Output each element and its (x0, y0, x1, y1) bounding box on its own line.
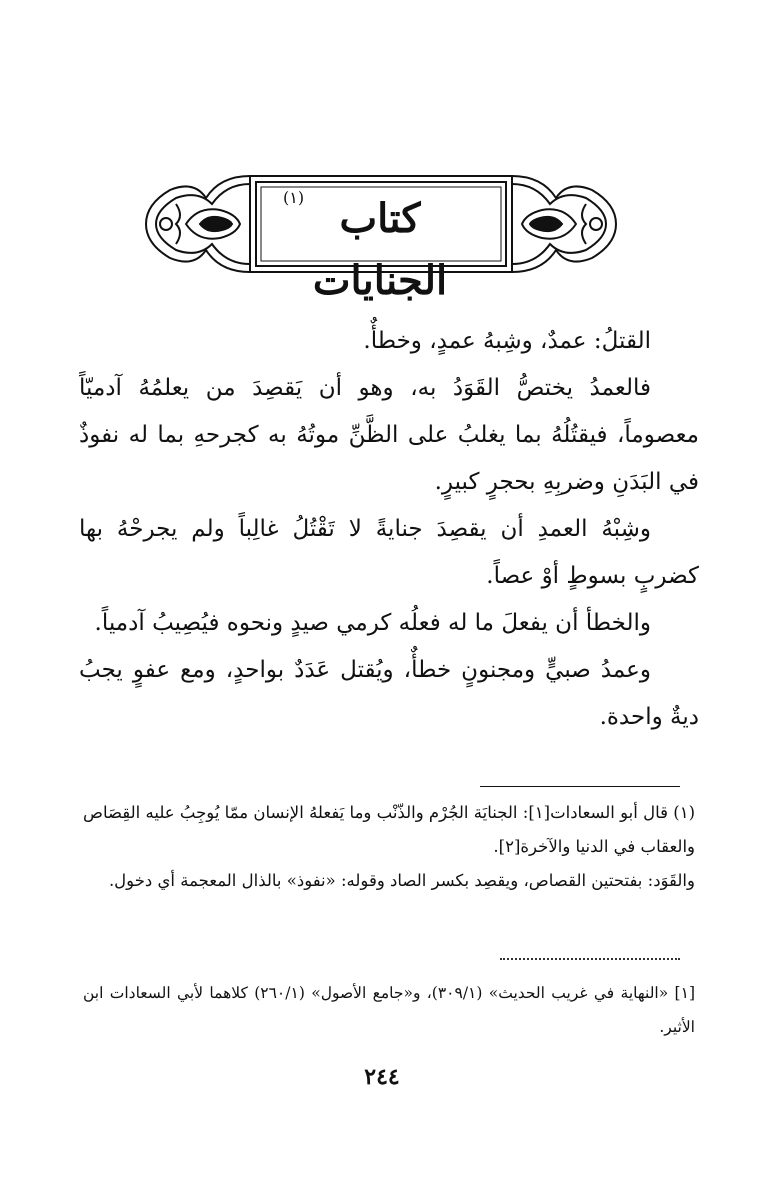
paragraph-intentional: فالعمدُ يختصُّ القَوَدُ به، وهو أن يَقصِدَ من يعلمُهُ آدميّاً معصوماً، فيقتُلُهُ بما يغلبُ على الظَّنِّ موتُهُ به كجرحهِ بما له نفوذٌ في البَدَنِ وضربِهِ بحجرٍ كبيرٍ. (79, 375, 699, 495)
subnote-1: [١] «النهاية في غريب الحديث» (٣٠٩/١)، و«جامع الأصول» (٢٦٠/١) كلاهما لأبي السعادات ابن الأثير. (83, 984, 695, 1036)
footnote-1-continued: والقَوَد: بفتحتين القصاص، ويقصِد بكسر الصاد وقوله: «نفوذ» بالذال المعجمة أي دخول. (108, 871, 695, 890)
title-footnote-marker: (١) (283, 188, 305, 207)
chapter-title: كتاب الجنايات (312, 195, 448, 304)
footnote-separator (480, 786, 680, 787)
footnote-1: (١) قال أبو السعادات[١]: الجنايَة الجُرْم والذّنْب وما يَفعلهُ الإنسان ممّا يُوجِبُ عليه القِصَاص والعقاب في الدنيا والآخرة[٢]. (83, 803, 696, 856)
subnote-separator (500, 958, 680, 970)
paragraph-killing-types: القتلُ: عمدٌ، وشِبهُ عمدٍ، وخطأٌ. (363, 328, 651, 354)
page-number: ٢٤٤ (364, 1064, 400, 1090)
footnotes (83, 796, 695, 898)
paragraph-quasi-intentional: وشِبْهُ العمدِ أن يقصِدَ جنايةً لا تَقْتُلُ غالِباً ولم يجرحْهُ بها كضربٍ بسوطٍ أوْ عصاً. (79, 516, 699, 589)
main-text (79, 318, 699, 741)
editor-subnotes (83, 976, 695, 1044)
paragraph-child-insane: وعمدُ صبيٍّ ومجنونٍ خطأٌ، ويُقتل عَدَدٌ بواحدٍ، ومع عفوٍ يجبُ ديةٌ واحدة. (79, 657, 699, 730)
paragraph-mistake: والخطأ أن يفعلَ ما له فعلُه كرمي صيدٍ ونحوه فيُصِيبُ آدمياً. (94, 610, 651, 636)
